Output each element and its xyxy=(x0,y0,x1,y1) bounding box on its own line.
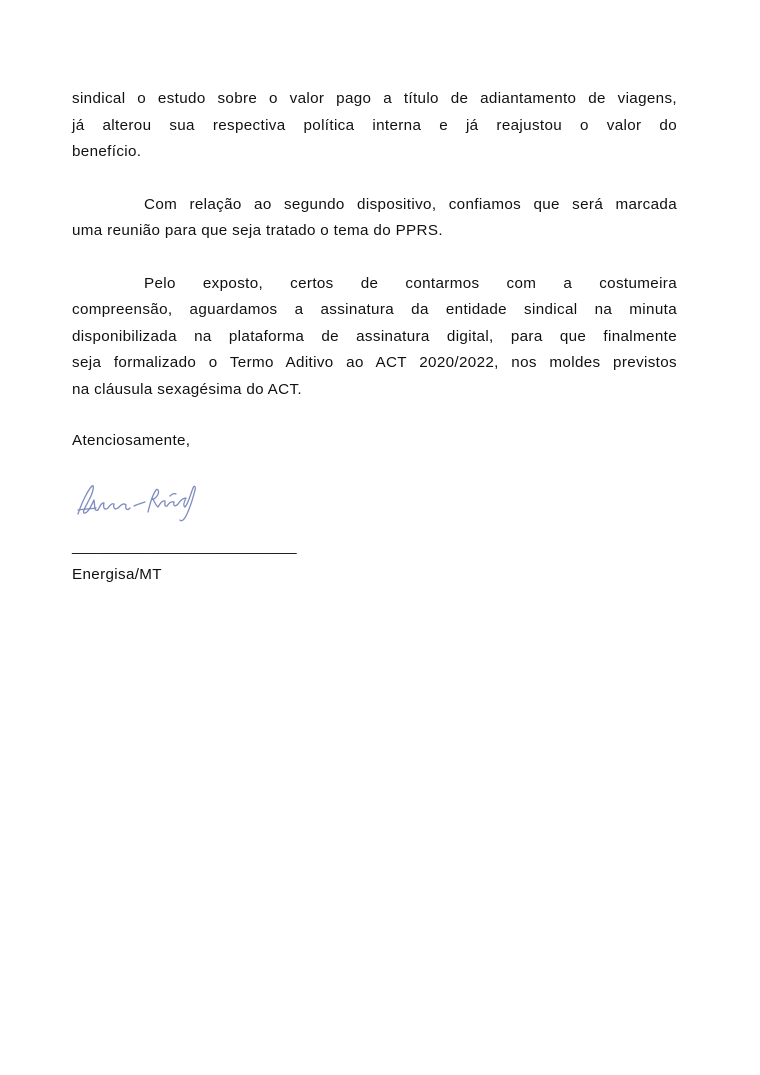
paragraph-3-line: seja formalizado o Termo Aditivo ao ACT 2020/2022, nos moldes previstos xyxy=(72,354,677,371)
paragraph-2 xyxy=(72,192,677,245)
paragraph-1 xyxy=(72,86,677,166)
signer-name: Energisa/MT xyxy=(72,566,162,583)
paragraph-1-line: sindical o estudo sobre o valor pago a título de adiantamento de viagens, xyxy=(72,90,677,107)
paragraph-2-line: Com relação ao segundo dispositivo, confiamos que será marcada xyxy=(144,195,677,213)
paragraph-3-line: Pelo exposto, certos de contarmos com a costumeira xyxy=(144,274,677,292)
letter-body xyxy=(72,86,677,455)
paragraph-1-line: benefício. xyxy=(72,143,142,160)
paragraph-3-line: disponibilizada na plataforma de assinatura digital, para que finalmente xyxy=(72,327,677,345)
closing-salutation: Atenciosamente, xyxy=(72,432,191,449)
paragraph-3 xyxy=(72,271,677,404)
paragraph-2-line: uma reunião para que seja tratado o tema do PPRS. xyxy=(72,222,443,239)
paragraph-3-line: compreensão, aguardamos a assinatura da entidade sindical na minuta xyxy=(72,301,677,318)
paragraph-3-line: na cláusula sexagésima do ACT. xyxy=(72,380,302,398)
paragraph-1-line: já alterou sua respectiva política interna e já reajustou o valor do xyxy=(72,116,677,134)
signature-line: __________________________ xyxy=(72,538,297,555)
signature-icon xyxy=(72,476,212,526)
handwritten-signature xyxy=(72,476,212,526)
